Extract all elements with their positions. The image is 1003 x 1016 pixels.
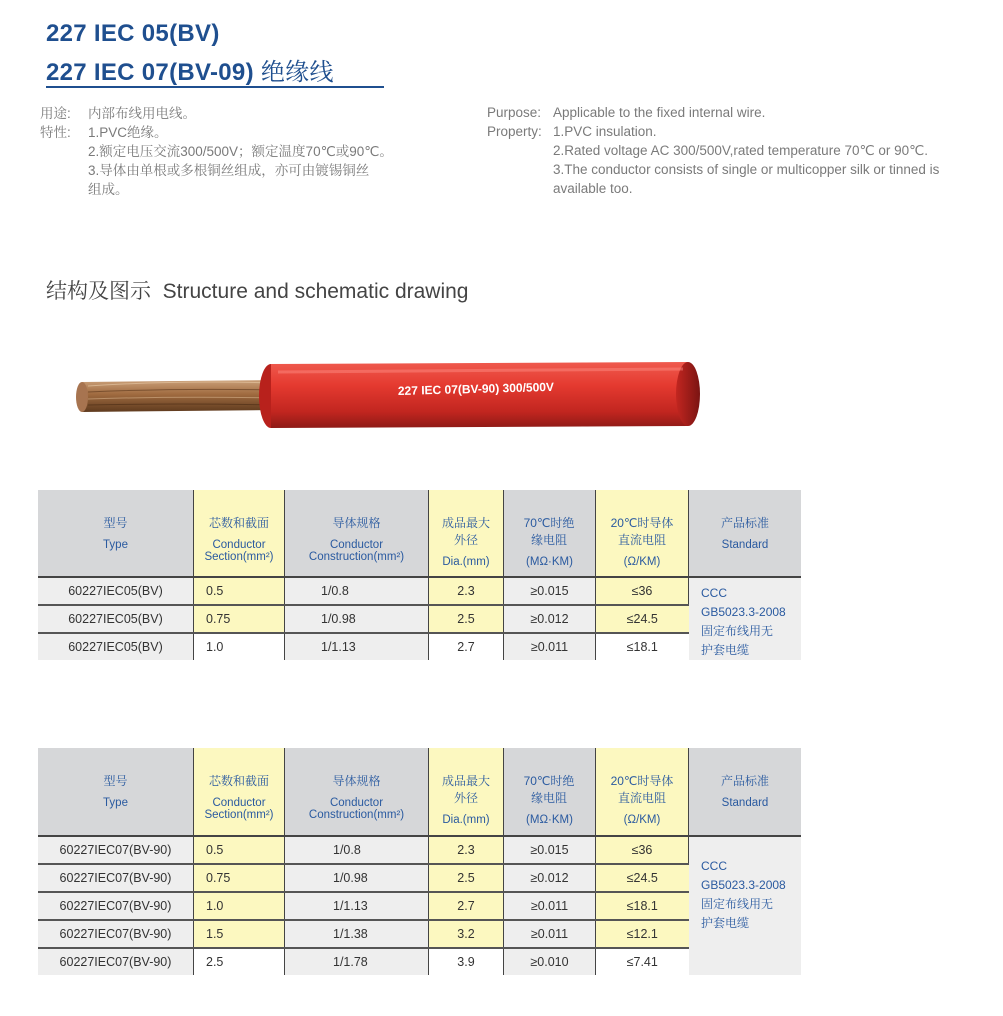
cell-dia: 2.5 (429, 605, 504, 633)
cell-section: 1.0 (194, 892, 285, 920)
cell-dia: 2.5 (429, 864, 504, 892)
purpose-label: Purpose: (487, 105, 542, 120)
cell-resistance: ≤12.1 (596, 920, 689, 948)
usage-label: 用途: (40, 106, 71, 121)
property-line-cn: 组成。 (88, 182, 129, 197)
header-resistance: 20℃时导体直流电阻 (Ω/KM) (596, 748, 689, 836)
title-underline (46, 86, 384, 88)
table-row (38, 920, 801, 948)
cell-type: 60227IEC07(BV-90) (38, 892, 194, 920)
header-dia: 成品最大外径 Dia.(mm) (429, 748, 504, 836)
cell-resistance: ≤36 (596, 836, 689, 864)
cell-type: 60227IEC07(BV-90) (38, 864, 194, 892)
table-row (38, 836, 801, 864)
cell-construction: 1/1.13 (285, 633, 429, 660)
cell-resistance: ≤18.1 (596, 633, 689, 660)
table-row (38, 605, 801, 633)
property-line-cn: 2.额定电压交流300/500V；额定温度70℃或90℃。 (88, 144, 393, 159)
cell-section: 0.75 (194, 864, 285, 892)
section-title-en: Structure and schematic drawing (162, 280, 469, 303)
cell-construction: 1/0.8 (285, 836, 429, 864)
cell-dia: 3.2 (429, 920, 504, 948)
cell-section: 1.0 (194, 633, 285, 660)
cell-dia: 2.7 (429, 633, 504, 660)
property-label-en: Property: (487, 124, 542, 139)
header-type: 型号 Type (38, 490, 194, 577)
cell-construction: 1/1.78 (285, 948, 429, 975)
cell-insulation: ≥0.010 (504, 948, 596, 975)
cell-construction: 1/0.8 (285, 577, 429, 605)
cell-resistance: ≤24.5 (596, 864, 689, 892)
cell-type: 60227IEC07(BV-90) (38, 836, 194, 864)
spec-chinese (40, 104, 393, 199)
header-standard: 产品标准 Standard (689, 748, 802, 836)
cell-type: 60227IEC05(BV) (38, 633, 194, 660)
property-line-en: 3.The conductor consists of single or multicopper silk or tinned is available too. (553, 162, 940, 196)
copper-conductor (76, 380, 278, 412)
cell-type: 60227IEC05(BV) (38, 577, 194, 605)
cell-construction: 1/1.13 (285, 892, 429, 920)
cell-resistance: ≤24.5 (596, 605, 689, 633)
cell-type: 60227IEC07(BV-90) (38, 948, 194, 975)
product-title-line2 (46, 52, 334, 87)
cell-section: 0.75 (194, 605, 285, 633)
cell-construction: 1/0.98 (285, 605, 429, 633)
cell-insulation: ≥0.015 (504, 836, 596, 864)
header-section: 芯数和截面 Conductor Section(mm²) (194, 748, 285, 836)
table-row (38, 892, 801, 920)
cell-dia: 2.7 (429, 892, 504, 920)
cell-insulation: ≥0.012 (504, 864, 596, 892)
cell-insulation: ≥0.011 (504, 633, 596, 660)
cell-dia: 2.3 (429, 836, 504, 864)
cell-section: 1.5 (194, 920, 285, 948)
cell-section: 0.5 (194, 836, 285, 864)
header-section: 芯数和截面 Conductor Section(mm²) (194, 490, 285, 577)
table-row (38, 948, 801, 975)
cell-resistance: ≤36 (596, 577, 689, 605)
property-label-cn: 特性: (40, 125, 71, 140)
property-line-cn: 1.PVC绝缘。 (88, 125, 168, 140)
header-construction: 导体规格 Conductor Construction(mm²) (285, 490, 429, 577)
header-dia: 成品最大外径 Dia.(mm) (429, 490, 504, 577)
cell-insulation: ≥0.011 (504, 892, 596, 920)
property-line-en: 2.Rated voltage AC 300/500V,rated temperature 70℃ or 90℃. (553, 143, 929, 158)
cell-resistance: ≤18.1 (596, 892, 689, 920)
title-line2-model: 227 IEC 07(BV-09) (46, 59, 254, 86)
cell-dia: 2.3 (429, 577, 504, 605)
usage-text: 内部布线用电线。 (88, 106, 196, 121)
cell-insulation: ≥0.011 (504, 920, 596, 948)
section-title-cn: 结构及图示 (46, 280, 151, 303)
cell-standard: CCC GB5023.3-2008 固定布线用无 护套电缆 (689, 577, 802, 660)
property-line-cn: 3.导体由单根或多根铜丝组成，亦可由镀锡铜丝 (88, 163, 370, 178)
header-type: 型号 Type (38, 748, 194, 836)
cell-type: 60227IEC07(BV-90) (38, 920, 194, 948)
cell-standard: CCC GB5023.3-2008 固定布线用无 护套电缆 (689, 836, 802, 975)
section-title (46, 275, 468, 305)
cell-insulation: ≥0.012 (504, 605, 596, 633)
property-line-en: 1.PVC insulation. (553, 124, 657, 139)
cell-resistance: ≤7.41 (596, 948, 689, 975)
spec-table-bv90 (38, 748, 801, 975)
cable-print-text: 227 IEC 07(BV-90) 300/500V (397, 379, 555, 398)
cell-dia: 3.9 (429, 948, 504, 975)
cell-section: 2.5 (194, 948, 285, 975)
cell-insulation: ≥0.015 (504, 577, 596, 605)
title-line2-cn: 绝缘线 (260, 59, 334, 86)
table-row (38, 577, 801, 605)
purpose-text: Applicable to the fixed internal wire. (553, 105, 766, 120)
header-insulation: 70℃时绝缘电阻 (MΩ·KM) (504, 490, 596, 577)
header-insulation: 70℃时绝缘电阻 (MΩ·KM) (504, 748, 596, 836)
header-standard: 产品标准 Standard (689, 490, 802, 577)
product-title-line1: 227 IEC 05(BV) (46, 20, 220, 47)
table-row (38, 633, 801, 660)
spec-table-bv (38, 490, 801, 660)
cell-section: 0.5 (194, 577, 285, 605)
header-resistance: 20℃时导体直流电阻 (Ω/KM) (596, 490, 689, 577)
cell-construction: 1/1.38 (285, 920, 429, 948)
cell-type: 60227IEC05(BV) (38, 605, 194, 633)
cell-construction: 1/0.98 (285, 864, 429, 892)
header-construction: 导体规格 Conductor Construction(mm²) (285, 748, 429, 836)
table-row (38, 864, 801, 892)
spec-english (487, 103, 978, 198)
cable-drawing (68, 352, 728, 442)
